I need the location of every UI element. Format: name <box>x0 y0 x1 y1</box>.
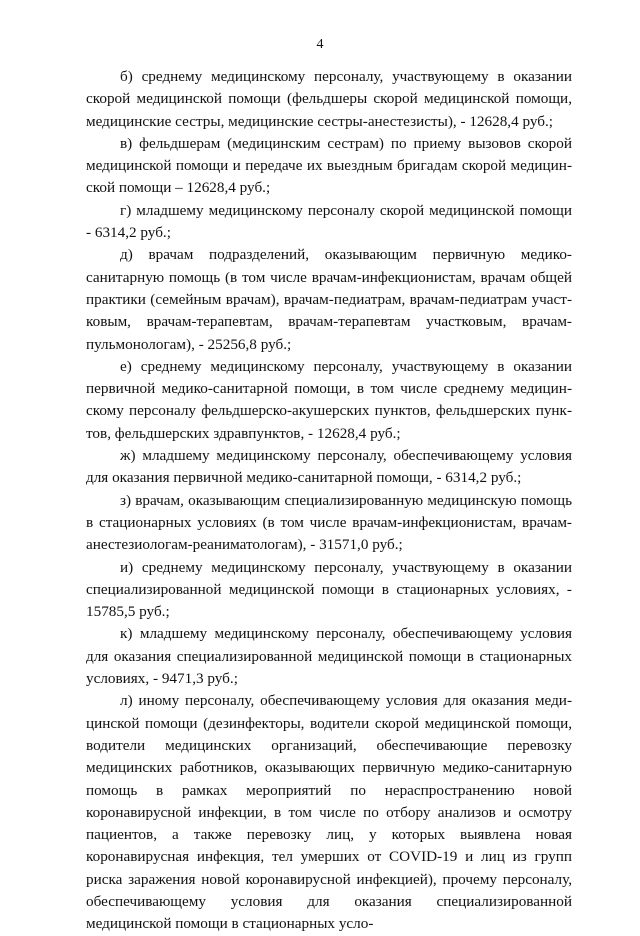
paragraph-z: з) врачам, оказывающим специализированную медицинскую помощь в стационарных условиях (в том числе врачам-инфекционистам, врачам-анестезиологам-реаниматологам), - 31571,0 руб.; <box>86 491 572 554</box>
paragraph-b: б) среднему медицинскому персоналу, участвующему в оказании скорой медицинской помощи (фельдшеры скорой медицинской помощи, медицинские сестры, медицинские сестры-анестезисты), - 12628,4 руб.; <box>86 68 572 130</box>
paragraph-d: д) врачам подразделений, оказывающим первичную медико-санитарную помощь (в том числе врачам-инфекционистам, врачам общей практики (семейным врачам), врачам-педиатрам, врачам-педиатрам участковым, врачам-терапевтам, врачам-терапевтам участковым, врачам-пульмонологам), - 25256,8 руб.; <box>86 246 572 353</box>
document-body <box>86 66 572 936</box>
paragraph-l: л) иному персоналу, обеспечивающему условия для оказания медицинской помощи (дезинфекторы, водители скорой медицинской помощи, водители медицинских организаций, обеспечивающие перевозку медицинских работников, оказывающих первичную медико-санитарную помощь в рамках мероприятий по нераспространению новой коронавирусной инфекции, в том числе по отбору анализов и осмотру пациентов, а также перевозку лиц, у которых выявлена новая коронавирусная инфекция, тел умерших от COVID-19 и лиц из групп риска заражения новой коронавирусной инфекцией), прочему персоналу, обеспечивающему условия для оказания специализированной медицинской помощи в стационарных усло- <box>86 692 572 933</box>
page-number: 4 <box>316 37 324 52</box>
paragraph-zh: ж) младшему медицинскому персоналу, обеспечивающему условия для оказания первичной медико-санитарной помощи, - 6314,2 руб.; <box>86 447 572 487</box>
paragraph-e: е) среднему медицинскому персоналу, участвующему в оказании первичной медико-санитарной помощи, в том числе среднему медицинскому персоналу фельдшерско-акушерских пунктов, фельдшерских пунктов, фельдшерских здравпунктов, - 12628,4 руб.; <box>86 357 572 442</box>
paragraph-k: к) младшему медицинскому персоналу, обеспечивающему условия для оказания специализированной медицинской помощи в стационарных условиях, - 9471,3 руб.; <box>86 625 572 688</box>
paragraph-v: в) фельдшерам (медицинским сестрам) по приему вызовов скорой медицинской помощи и передаче их выездным бригадам скорой медицинской помощи – 12628,4 руб.; <box>86 134 572 197</box>
paragraph-g: г) младшему медицинскому персоналу скорой медицинской помощи - 6314,2 руб.; <box>86 201 572 242</box>
paragraph-i: и) среднему медицинскому персоналу, участвующему в оказании специализированной медицинской помощи в стационарных условиях, - 15785,5 руб.; <box>86 558 572 621</box>
